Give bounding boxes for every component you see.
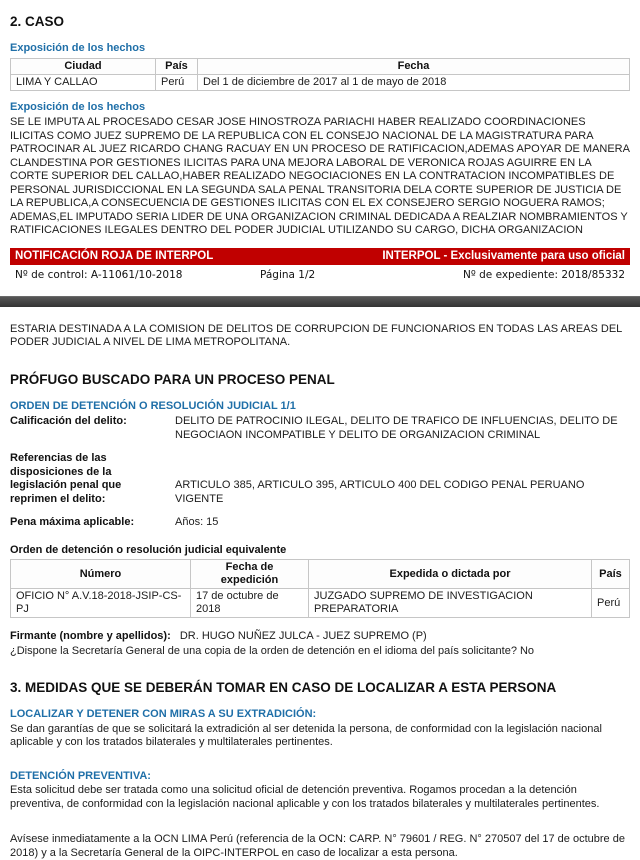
control-number: Nº de control: A-11061/10-2018 [15, 268, 183, 281]
field-label: Referencias de las disposiciones de la legislación penal que reprimen el delito: [10, 452, 122, 505]
facts-paragraph: SE LE IMPUTA AL PROCESADO CESAR JOSE HINOSTROZA PARIACHI HABER REALIZADO COORDINACIONES ILICITAS COMO JUEZ SUPREMO DE LA REPUBLICA CON EL CONSEJO NACIONAL DE LA MAGISTRATURA PARA PATROCINAR AL JUEZ RICARDO CHANG RACUAY EN UN PROCESO DE RATIFICACION,ADEMAS APOYAR DE MANERA CLANDESTINA POR GESTIONES ILICITAS PARA UNA MEJORA LABORAL DE VERONICA ROJAS AGUIRRE EN LA CORTE SUPERIOR DEL CALLAO,HABER REALIZADO NEGOCIACIONES EN LA CONTRATACION INCOMPATIBLES DE PERSONAL JURISDICCIONAL EN LA SEGUNDA SALA PENAL TRANSITORIA DELA CORTE SUPERIOR DE JUSTICIA DE LA REPUBLICA,A CONSECUENCIA DE GESTIONES ILICITAS CON EL EX CONSEJERO SERGIO NOGUERA RAMOS; ADEMAS,EL IMPUTADO SERIA LIDER DE UNA ORGANIZACION CRIMINAL DEDICADA A REALZIAR NOMBRAMIENTOS Y RATIFICACIONES ILEGALES DENTRO DEL PODER JUDICIAL UTILIZANDO SU CARGO, DICHA ORGANIZACION [10, 116, 630, 236]
table-row [11, 589, 630, 618]
notify-paragraph: Avísese inmediatamente a la OCN LIMA Perú (referencia de la OCN: CARP. N° 79601 / REG. N° 270507 del 17 de octubre de 2018) y a la Secretaría General de la OIPC-INTERPOL en caso de localizar a esta persona. [10, 833, 625, 859]
section-heading-profugo: PRÓFUGO BUSCADO PARA UN PROCESO PENAL [10, 371, 335, 387]
field-label: Calificación del delito: [10, 415, 127, 427]
preventive-detention-paragraph: Esta solicitud debe ser tratada como una solicitud oficial de detención preventiva. Rogamos procedan a la detención preventiva, de conformidad con la legislación nacional aplicable y con los tratados bilaterales y multilaterales pertinentes. [10, 784, 600, 810]
red-notice-banner [10, 248, 630, 265]
preventive-detention-heading: DETENCIÓN PREVENTIVA: [10, 769, 151, 782]
location-table-header-row [11, 58, 630, 74]
cell-pais: Perú [156, 74, 198, 90]
extradition-paragraph: Se dan garantías de que se solicitará la extradición al ser detenida la persona, de conformidad con la legislación nacional aplicable y con los tratados bilaterales y multilaterales pertinentes. [10, 722, 602, 748]
section-heading-caso: 2. CASO [10, 14, 65, 29]
field-row-pena [10, 516, 630, 530]
warrant-order-heading: ORDEN DE DETENCIÓN O RESOLUCIÓN JUDICIAL 1/1 [10, 399, 296, 412]
column-header-pais: País [592, 560, 630, 589]
field-value: ARTICULO 385, ARTICULO 395, ARTICULO 400 DEL CODIGO PENAL PERUANO VIGENTE [175, 479, 585, 505]
cell-numero: OFICIO N° A.V.18-2018-JSIP-CS-PJ [11, 589, 191, 618]
field-row-referencias [10, 452, 630, 506]
page-divider-bar [0, 296, 640, 307]
signer-row [10, 630, 630, 644]
field-row-calificacion [10, 415, 630, 442]
page-number: Página 1/2 [260, 268, 316, 281]
field-value: Años: 15 [175, 516, 219, 528]
file-number: Nº de expediente: 2018/85332 [462, 268, 625, 281]
field-label: Pena máxima aplicable: [10, 516, 135, 528]
section-heading-medidas: 3. MEDIDAS QUE SE DEBERÁN TOMAR EN CASO DE LOCALIZAR A ESTA PERSONA [10, 680, 557, 695]
column-header-pais: País [156, 58, 198, 74]
column-header-numero: Número [11, 560, 191, 589]
cell-ciudad: LIMA Y CALLAO [11, 74, 156, 90]
cell-fecha: Del 1 de diciembre de 2017 al 1 de mayo de 2018 [198, 74, 630, 90]
column-header-fecha: Fecha [198, 58, 630, 74]
cell-pais: Perú [592, 589, 630, 618]
cell-expedida: JUZGADO SUPREMO DE INVESTIGACION PREPARATORIA [309, 589, 592, 618]
field-value: DELITO DE PATROCINIO ILEGAL, DELITO DE TRAFICO DE INFLUENCIAS, DELITO DE NEGOCIAON INCOMPATIBLE Y DELITO DE ORGANIZACION CRIMINAL [175, 415, 618, 441]
facts-paragraph-continued: ESTARIA DESTINADA A LA COMISION DE DELITOS DE CORRUPCION DE FUNCIONARIOS EN TODAS LAS AREAS DEL PODER JUDICIAL A NIVEL DE LIMA METROPOLITANA. [10, 322, 622, 348]
facts-section-label-2: Exposición de los hechos [10, 100, 146, 113]
signer-label: Firmante (nombre y apellidos): [10, 630, 171, 642]
table-row [11, 74, 630, 90]
column-header-expedida: Expedida o dictada por [309, 560, 592, 589]
control-number-row [10, 265, 630, 282]
facts-section-label: Exposición de los hechos [10, 42, 146, 54]
banner-title: NOTIFICACIÓN ROJA DE INTERPOL [15, 249, 214, 262]
banner-classification: INTERPOL - Exclusivamente para uso oficial [382, 249, 625, 262]
copy-question: ¿Dispone la Secretaría General de una copia de la orden de detención en el idioma del país solicitante? No [10, 644, 535, 657]
column-header-ciudad: Ciudad [11, 58, 156, 74]
signer-value: DR. HUGO NUÑEZ JULCA - JUEZ SUPREMO (P) [179, 630, 427, 642]
warrant-table-header-row [11, 560, 630, 589]
warrant-table [10, 559, 630, 618]
cell-fecha-expedicion: 17 de octubre de 2018 [191, 589, 309, 618]
extradition-heading: LOCALIZAR Y DETENER CON MIRAS A SU EXTRADICIÓN: [10, 708, 317, 720]
warrant-table-heading: Orden de detención o resolución judicial equivalente [10, 543, 287, 556]
interpol-red-notice-page [0, 14, 640, 860]
column-header-fecha-expedicion: Fecha de expedición [191, 560, 309, 589]
location-table [10, 58, 630, 91]
